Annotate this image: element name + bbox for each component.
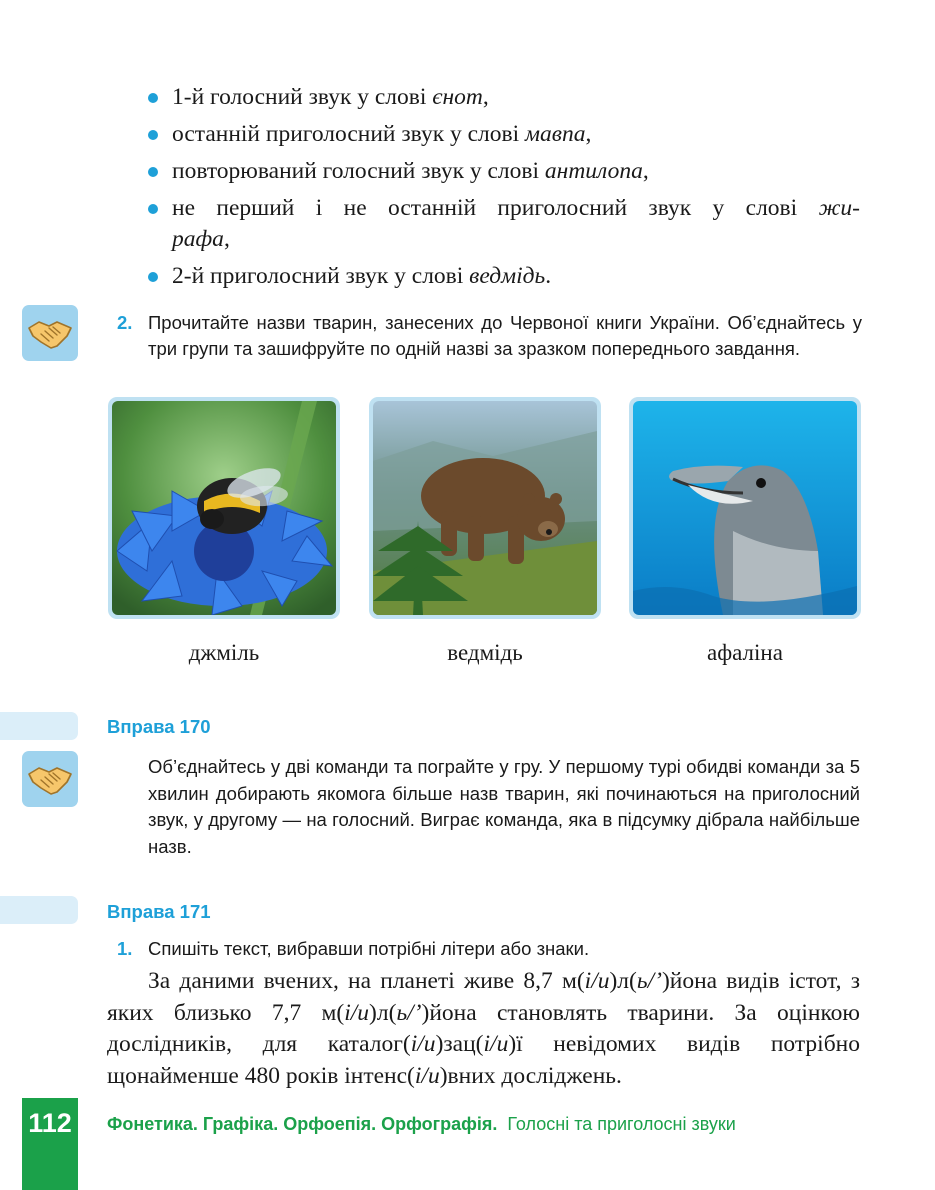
- list-item-word: мавпа: [525, 121, 586, 147]
- list-item-text: останній приголосний звук у слові: [172, 121, 526, 147]
- bullet-list: [148, 82, 860, 298]
- bullet-dot: [148, 204, 158, 214]
- list-item-word: жи-: [818, 195, 860, 221]
- list-item: [148, 156, 860, 187]
- photo-dolphin: [629, 397, 861, 619]
- exercise-170-text: Об’єднайтесь у дві команди та пограйте у гру. У першому турі обидві команди за 5 хвилин добирають якомога більше назв тварин, які починаються на приголосний звук, у другому — на голосний. Виграє команда, яка в підсумку дібрала найбільше назв.: [148, 756, 860, 857]
- exercise-170-heading: Вправа 170: [107, 716, 211, 737]
- letter-choice: і/и: [344, 999, 370, 1026]
- group-work-badge: [22, 305, 78, 361]
- bullet-dot: [148, 272, 158, 282]
- caption-bear: ведмідь: [447, 640, 523, 665]
- punctuation: ,: [585, 121, 592, 147]
- list-item-word: антилопа: [544, 158, 643, 184]
- punctuation: .: [545, 263, 552, 289]
- paragraph-text: )вних досліджень.: [439, 1062, 622, 1089]
- caption-bumblebee: джміль: [188, 640, 260, 665]
- footer-topic: Голосні та приголосні звуки: [507, 1114, 736, 1134]
- letter-choice: і/и: [410, 1031, 436, 1057]
- list-item-word-cont: рафа: [172, 226, 224, 252]
- punctuation: ,: [482, 84, 489, 110]
- running-footer: [107, 1114, 736, 1135]
- task-number: 2.: [117, 312, 133, 333]
- handshake-icon: [27, 760, 73, 798]
- paragraph-text: )л(: [369, 999, 397, 1026]
- punctuation: ,: [642, 158, 649, 184]
- list-item-text: 2-й приголосний звук у слові: [172, 263, 470, 289]
- letter-choice: і/и: [584, 968, 610, 994]
- photo-bumblebee: [108, 397, 340, 619]
- letter-choice: ь/’: [636, 968, 662, 994]
- paragraph-text: )ї невідомих видів потрібно щонайменше 480 років інтенс(: [107, 1031, 860, 1089]
- letter-choice: і/и: [483, 1031, 509, 1057]
- list-item-word: ведмідь: [469, 263, 546, 289]
- bear-image: [373, 401, 597, 615]
- letter-choice: і/и: [414, 1062, 440, 1089]
- section-tab: [0, 712, 78, 740]
- bullet-dot: [148, 130, 158, 140]
- task-1: [117, 936, 862, 962]
- bumblebee-image: [112, 401, 336, 615]
- exercise-171-paragraph: [107, 966, 860, 1092]
- page-number: 112: [28, 1108, 72, 1138]
- list-item: [148, 119, 860, 150]
- section-tab: [0, 896, 78, 924]
- footer-section: Фонетика. Графіка. Орфоепія. Орфографія.: [107, 1114, 498, 1134]
- list-item-text: повторюваний голосний звук у слові: [172, 158, 545, 184]
- paragraph-text: )зац(: [435, 1031, 484, 1057]
- task-2: [117, 310, 862, 362]
- exercise-171-heading: Вправа 171: [107, 901, 211, 922]
- caption-dolphin: афаліна: [707, 640, 783, 665]
- punctuation: ,: [223, 226, 230, 252]
- handshake-icon: [27, 314, 73, 352]
- task-text: Спишіть текст, вибравши потрібні літери або знаки.: [148, 938, 590, 959]
- bullet-dot: [148, 93, 158, 103]
- letter-choice: ь/’: [396, 999, 422, 1026]
- photo-bear: [369, 397, 601, 619]
- dolphin-image: [633, 401, 857, 615]
- paragraph-text: За даними вчених, на планеті живе 8,7 м(: [148, 968, 585, 994]
- list-item: [148, 261, 860, 292]
- task-number: 1.: [117, 938, 133, 959]
- task-text: Прочитайте назви тварин, занесених до Червоної книги України. Об’єднайтесь у три групи та зашифруйте по одній назві за зразком попереднього завдання.: [148, 312, 862, 359]
- list-item: [148, 82, 860, 113]
- list-item-word: єнот: [432, 84, 483, 110]
- bullet-dot: [148, 167, 158, 177]
- list-item-text: не перший і не останній приголосний звук у слові: [172, 195, 819, 221]
- paragraph-text: )йона видів істот, з яких близько 7,7 м(: [107, 968, 860, 1026]
- paragraph-text: )л(: [609, 968, 637, 994]
- list-item-text: 1-й голосний звук у слові: [172, 84, 433, 110]
- group-work-badge: [22, 751, 78, 807]
- paragraph-text: )йона становлять тварини. За оцінкою дослідників, для каталог(: [107, 999, 860, 1057]
- list-item: [148, 193, 860, 255]
